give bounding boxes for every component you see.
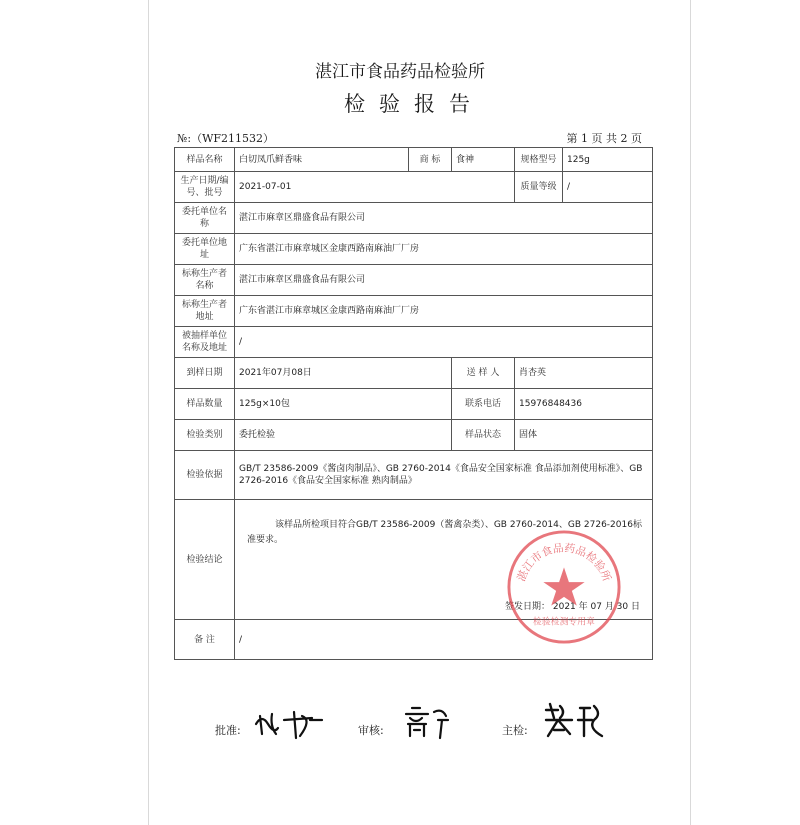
brand-value: 食神 — [452, 148, 515, 172]
quality-grade-label: 质量等级 — [515, 172, 563, 203]
table-row — [175, 420, 653, 451]
maker-name-value: 湛江市麻章区鼎盛食品有限公司 — [235, 265, 653, 296]
report-title: 检验报告 — [344, 92, 484, 116]
sample-quantity-value: 125g×10包 — [235, 389, 452, 420]
seal-arc-path: 湛江市食品药品检验所 — [514, 541, 614, 584]
sample-state-value: 固体 — [515, 420, 653, 451]
spec-label: 规格型号 — [515, 148, 563, 172]
seal-subtext: 检验检测专用章 — [533, 617, 595, 628]
page-right-edge — [690, 0, 691, 825]
remark-label: 备 注 — [175, 620, 235, 660]
inspector-signature-icon — [540, 700, 610, 744]
sampled-unit-value: / — [235, 327, 653, 358]
client-name-value: 湛江市麻章区鼎盛食品有限公司 — [235, 203, 653, 234]
inspection-type-value: 委托检验 — [235, 420, 452, 451]
table-row — [175, 148, 653, 172]
page-indicator: 第 1 页 共 2 页 — [566, 132, 642, 145]
review-label: 审核: — [358, 724, 384, 737]
table-row — [175, 265, 653, 296]
review-signature-icon — [398, 702, 458, 742]
sample-quantity-label: 样品数量 — [175, 389, 235, 420]
table-row — [175, 234, 653, 265]
table-row — [175, 327, 653, 358]
spec-value: 125g — [563, 148, 653, 172]
approve-label: 批准: — [215, 724, 241, 737]
report-number: №:（WF211532） — [177, 132, 275, 145]
sample-state-label: 样品状态 — [452, 420, 515, 451]
inspection-type-label: 检验类别 — [175, 420, 235, 451]
seal-star-icon — [543, 567, 584, 605]
conclusion-text: 该样品所检项目符合GB/T 23586-2009（酱禽杂类）、GB 2760-2014、GB 2726-2016标准要求。 — [247, 520, 642, 545]
page-left-edge — [148, 0, 149, 825]
approve-signature-icon — [250, 706, 330, 742]
brand-label: 商 标 — [409, 148, 452, 172]
maker-address-label: 标称生产者地址 — [175, 296, 235, 327]
maker-address-value: 广东省湛江市麻章城区金康西路南麻油厂厂房 — [235, 296, 653, 327]
client-name-label: 委托单位名称 — [175, 203, 235, 234]
phone-label: 联系电话 — [452, 389, 515, 420]
client-address-value: 广东省湛江市麻章城区金康西路南麻油厂厂房 — [235, 234, 653, 265]
table-row — [175, 203, 653, 234]
table-row — [175, 451, 653, 500]
basis-value: GB/T 23586-2009《酱卤肉制品》、GB 2760-2014《食品安全国家标准 食品添加剂使用标准》、GB 2726-2016《食品安全国家标准 熟肉制品》 — [235, 451, 653, 500]
table-row — [175, 358, 653, 389]
sender-value: 肖杏英 — [515, 358, 653, 389]
production-date-value: 2021-07-01 — [235, 172, 515, 203]
production-date-label: 生产日期/编号、批号 — [175, 172, 235, 203]
quality-grade-value: / — [563, 172, 653, 203]
sender-label: 送 样 人 — [452, 358, 515, 389]
inspector-label: 主检: — [502, 724, 528, 737]
institute-name: 湛江市食品药品检验所 — [315, 62, 485, 82]
client-address-label: 委托单位地址 — [175, 234, 235, 265]
sign-date: 签发日期： 2021 年 07 月 30 日 — [505, 602, 640, 612]
sample-name-value: 白切凤爪鲜香味 — [235, 148, 409, 172]
table-row — [175, 296, 653, 327]
sample-name-label: 样品名称 — [175, 148, 235, 172]
official-seal — [505, 528, 623, 646]
basis-label: 检验依据 — [175, 451, 235, 500]
table-row — [175, 172, 653, 203]
conclusion-label: 检验结论 — [175, 500, 235, 620]
arrival-date-value: 2021年07月08日 — [235, 358, 452, 389]
maker-name-label: 标称生产者名称 — [175, 265, 235, 296]
phone-value: 15976848436 — [515, 389, 653, 420]
remark-value: / — [235, 620, 653, 660]
sampled-unit-label: 被抽样单位名称及地址 — [175, 327, 235, 358]
arrival-date-label: 到样日期 — [175, 358, 235, 389]
table-row — [175, 389, 653, 420]
